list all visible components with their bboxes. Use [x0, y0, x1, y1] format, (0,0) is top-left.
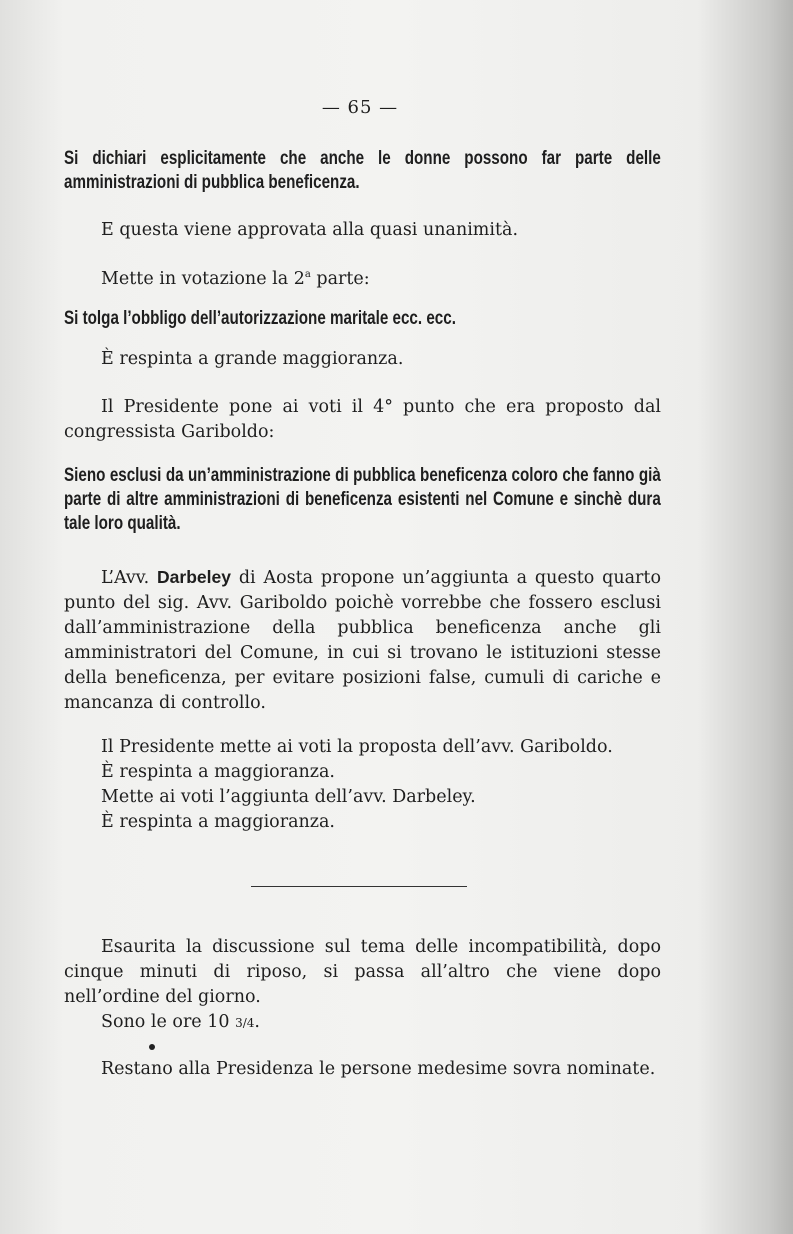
- vote-announcement: [64, 262, 661, 292]
- section-divider: [251, 886, 467, 887]
- page-number: — 65 —: [321, 97, 399, 118]
- time-note: [64, 1010, 661, 1036]
- motion-gariboldo: Sieno esclusi da un’amministrazione di pubblica beneficenza coloro che fanno già parte di altre amministrazioni di beneficenza esistenti nel Comune e sinchè dura tale loro qualità.: [64, 465, 661, 534]
- vote-announcement-end: parte:: [310, 268, 370, 289]
- rejection-note-3: È respinta a maggioranza.: [101, 812, 335, 832]
- motion-women-eligibility: Si dichiari esplicitamente che anche le donne possono far parte delle amministrazioni di pubblica beneficenza.: [64, 148, 661, 193]
- darbeley-body: di Aosta propone un’aggiunta a questo quarto punto del sig. Avv. Gariboldo poichè vorrebbe che fossero esclusi dall’amministrazione della pubblica beneficenza anche gli amministratori del Comune, in cui si trovano le istituzioni stesse della beneficenza, per evitare posizioni false, cumuli di cariche e mancanza di controllo.: [64, 568, 661, 713]
- darbeley-proposal: [64, 565, 661, 716]
- rejection-note-1: È respinta a grande maggioranza.: [101, 349, 404, 369]
- ink-spot: [149, 1044, 155, 1050]
- discussion-closing: Esaurita la discussione sul tema delle incompatibilità, dopo cinque minuti di riposo, si passa all’altro che viene dopo nell’ordine del giorno.: [64, 937, 661, 1007]
- president-statement: Il Presidente pone ai voti il 4° punto che era proposto dal congressista Gariboldo:: [64, 397, 661, 442]
- ordinal-suffix: a: [304, 269, 311, 280]
- rejection-note-2: È respinta a maggioranza.: [101, 762, 335, 782]
- darbeley-prefix: L’Avv.: [101, 568, 158, 588]
- vote-darbeley: Mette ai voti l’aggiunta dell’avv. Darbeley.: [101, 787, 476, 807]
- speaker-name: Darbeley: [157, 567, 231, 587]
- time-fraction: 3/4: [235, 1016, 255, 1030]
- motion-marital-authorization: Si tolga l’obbligo dell’autorizzazione maritale ecc. ecc.: [64, 308, 456, 329]
- time-text: Sono le ore 10: [101, 1012, 236, 1032]
- time-end: .: [254, 1012, 260, 1032]
- presidency-note: Restano alla Presidenza le persone medesime sovra nominate.: [101, 1059, 656, 1079]
- vote-gariboldo: Il Presidente mette ai voti la proposta dell’avv. Gariboldo.: [101, 737, 613, 757]
- approval-note: E questa viene approvata alla quasi unanimità.: [101, 220, 519, 240]
- vote-announcement-text: Mette in votazione la 2: [101, 268, 305, 289]
